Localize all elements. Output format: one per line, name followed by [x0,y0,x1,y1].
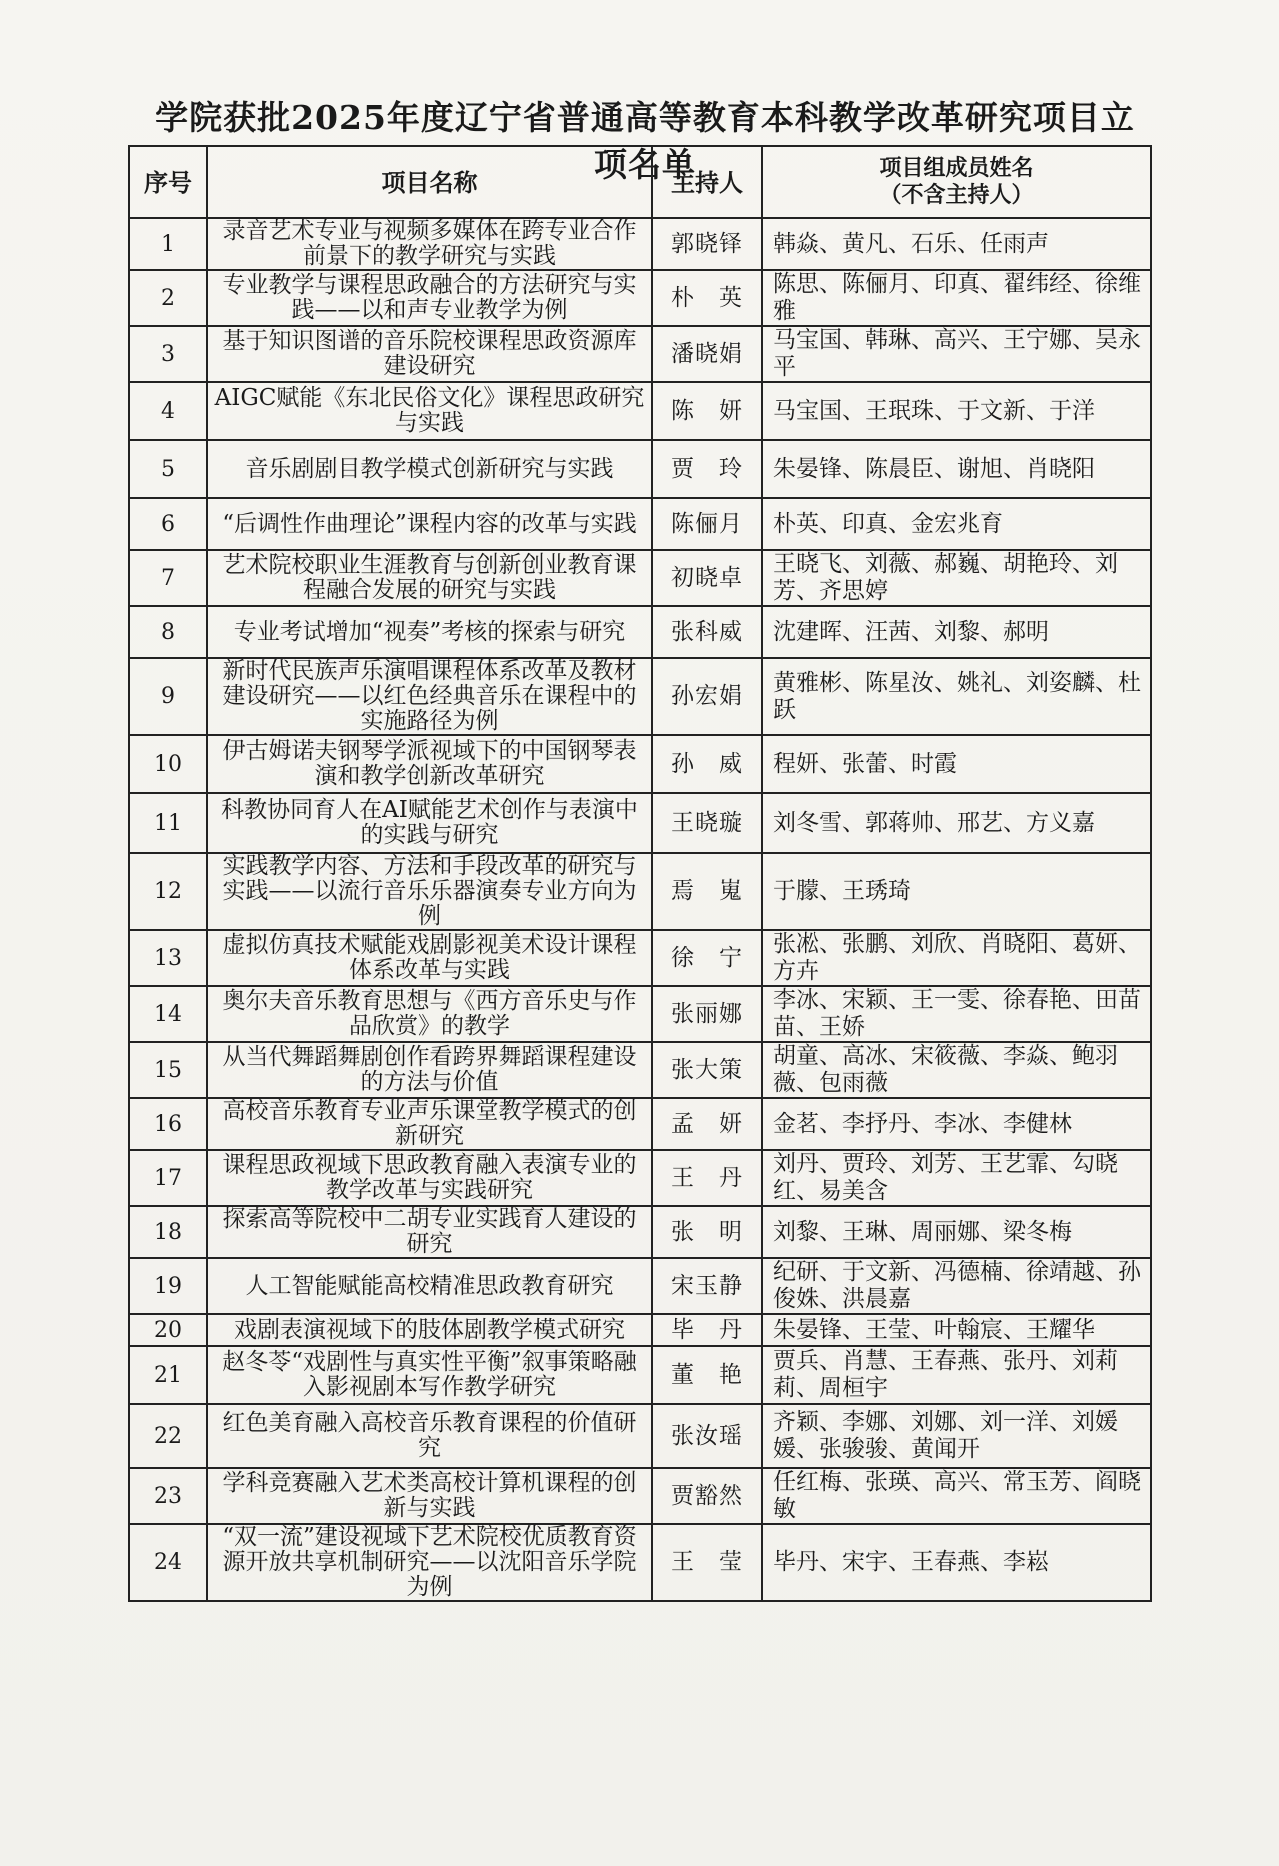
cell-host: 毕 丹 [652,1314,762,1346]
header-members-label: 项目组成员姓名 [879,155,1034,181]
cell-seq: 3 [129,326,207,382]
cell-project-name: “后调性作曲理论”课程内容的改革与实践 [207,498,652,550]
header-host: 主持人 [652,146,762,218]
cell-seq: 9 [129,658,207,735]
cell-host: 孟 妍 [652,1098,762,1150]
page-title: 学院获批2025年度辽宁省普通高等教育本科教学改革研究项目立项名单 [155,98,1135,184]
cell-seq: 24 [129,1524,207,1601]
cell-project-name: 录音艺术专业与视频多媒体在跨专业合作前景下的教学研究与实践 [207,218,652,270]
table-row [129,218,1151,270]
header-members [762,146,1151,218]
table-row [129,1314,1151,1346]
cell-members: 刘冬雪、郭蒋帅、邢艺、方义嘉 [762,793,1151,853]
cell-members: 朱晏锋、王莹、叶翰宸、王耀华 [762,1314,1151,1346]
cell-host: 董 艳 [652,1346,762,1404]
cell-project-name: 戏剧表演视域下的肢体剧教学模式研究 [207,1314,652,1346]
cell-seq: 11 [129,793,207,853]
cell-members: 金茗、李抒丹、李冰、李健林 [762,1098,1151,1150]
cell-members: 张凇、张鹏、刘欣、肖晓阳、葛妍、方卉 [762,930,1151,986]
cell-seq: 10 [129,735,207,793]
table-row [129,270,1151,326]
table-row [129,1042,1151,1098]
table-row [129,498,1151,550]
table-row [129,1258,1151,1314]
header-members-note: （不含主持人） [879,182,1034,208]
cell-project-name: 专业教学与课程思政融合的方法研究与实践——以和声专业教学为例 [207,270,652,326]
cell-project-name: 新时代民族声乐演唱课程体系改革及教材建设研究——以红色经典音乐在课程中的实施路径为例 [207,658,652,735]
cell-project-name: 专业考试增加“视奏”考核的探索与研究 [207,606,652,658]
cell-members: 沈建晖、汪茜、刘黎、郝明 [762,606,1151,658]
cell-host: 朴 英 [652,270,762,326]
cell-host: 贾豁然 [652,1468,762,1524]
cell-project-name: 高校音乐教育专业声乐课堂教学模式的创新研究 [207,1098,652,1150]
cell-project-name: 从当代舞蹈舞剧创作看跨界舞蹈课程建设的方法与价值 [207,1042,652,1098]
cell-project-name: 奥尔夫音乐教育思想与《西方音乐史与作品欣赏》的教学 [207,986,652,1042]
cell-project-name: 红色美育融入高校音乐教育课程的价值研究 [207,1404,652,1468]
cell-host: 王 莹 [652,1524,762,1601]
table-row [129,550,1151,606]
cell-host: 张汝瑶 [652,1404,762,1468]
cell-host: 初晓卓 [652,550,762,606]
cell-host: 张 明 [652,1206,762,1258]
cell-host: 孙 威 [652,735,762,793]
cell-members: 贾兵、肖慧、王春燕、张丹、刘莉莉、周桓宇 [762,1346,1151,1404]
cell-project-name: 艺术院校职业生涯教育与创新创业教育课程融合发展的研究与实践 [207,550,652,606]
cell-members: 朱晏锋、陈晨臣、谢旭、肖晓阳 [762,440,1151,498]
table-row [129,853,1151,930]
cell-seq: 23 [129,1468,207,1524]
cell-project-name: “双一流”建设视域下艺术院校优质教育资源开放共享机制研究——以沈阳音乐学院为例 [207,1524,652,1601]
cell-seq: 2 [129,270,207,326]
cell-host: 陈俪月 [652,498,762,550]
table-row [129,1346,1151,1404]
cell-project-name: 学科竞赛融入艺术类高校计算机课程的创新与实践 [207,1468,652,1524]
cell-members: 程妍、张蕾、时霞 [762,735,1151,793]
cell-seq: 21 [129,1346,207,1404]
cell-project-name: 赵冬苓“戏剧性与真实性平衡”叙事策略融入影视剧本写作教学研究 [207,1346,652,1404]
cell-members: 黄雅彬、陈星汝、姚礼、刘姿麟、杜跃 [762,658,1151,735]
cell-project-name: 基于知识图谱的音乐院校课程思政资源库建设研究 [207,326,652,382]
cell-host: 王 丹 [652,1150,762,1206]
cell-members: 毕丹、宋宇、王春燕、李崧 [762,1524,1151,1601]
cell-host: 张丽娜 [652,986,762,1042]
cell-seq: 19 [129,1258,207,1314]
cell-members: 马宝国、韩琳、高兴、王宁娜、吴永平 [762,326,1151,382]
cell-members: 刘黎、王琳、周丽娜、梁冬梅 [762,1206,1151,1258]
table-row [129,735,1151,793]
table-row [129,986,1151,1042]
table-row [129,658,1151,735]
cell-project-name: 虚拟仿真技术赋能戏剧影视美术设计课程体系改革与实践 [207,930,652,986]
cell-project-name: 探索高等院校中二胡专业实践育人建设的研究 [207,1206,652,1258]
cell-seq: 6 [129,498,207,550]
cell-seq: 12 [129,853,207,930]
cell-host: 潘晓娟 [652,326,762,382]
cell-members: 胡童、高冰、宋筱薇、李焱、鲍羽薇、包雨薇 [762,1042,1151,1098]
cell-members: 马宝国、王珉珠、于文新、于洋 [762,382,1151,440]
cell-host: 贾 玲 [652,440,762,498]
cell-seq: 20 [129,1314,207,1346]
cell-seq: 4 [129,382,207,440]
cell-seq: 13 [129,930,207,986]
cell-host: 陈 妍 [652,382,762,440]
cell-members: 刘丹、贾玲、刘芳、王艺霏、勾晓红、易美含 [762,1150,1151,1206]
cell-members: 任红梅、张瑛、高兴、常玉芳、阎晓敏 [762,1468,1151,1524]
cell-project-name: AIGC赋能《东北民俗文化》课程思政研究与实践 [207,382,652,440]
cell-project-name: 实践教学内容、方法和手段改革的研究与实践——以流行音乐乐器演奏专业方向为例 [207,853,652,930]
table-row [129,440,1151,498]
cell-seq: 17 [129,1150,207,1206]
cell-host: 孙宏娟 [652,658,762,735]
table-header-row [129,146,1151,218]
cell-host: 张科威 [652,606,762,658]
table-row [129,326,1151,382]
cell-seq: 15 [129,1042,207,1098]
header-seq: 序号 [129,146,207,218]
header-name: 项目名称 [207,146,652,218]
cell-host: 徐 宁 [652,930,762,986]
cell-seq: 8 [129,606,207,658]
cell-host: 宋玉静 [652,1258,762,1314]
cell-project-name: 科教协同育人在AI赋能艺术创作与表演中的实践与研究 [207,793,652,853]
cell-project-name: 课程思政视域下思政教育融入表演专业的教学改革与实践研究 [207,1150,652,1206]
cell-host: 郭晓铎 [652,218,762,270]
cell-project-name: 人工智能赋能高校精准思政教育研究 [207,1258,652,1314]
table-row [129,1150,1151,1206]
project-table [128,145,1152,1602]
cell-host: 王晓璇 [652,793,762,853]
table-row [129,1468,1151,1524]
table-row [129,930,1151,986]
table-row [129,1404,1151,1468]
cell-members: 李冰、宋颖、王一雯、徐春艳、田苗苗、王娇 [762,986,1151,1042]
cell-project-name: 音乐剧剧目教学模式创新研究与实践 [207,440,652,498]
cell-seq: 5 [129,440,207,498]
table-row [129,606,1151,658]
table-row [129,793,1151,853]
cell-project-name: 伊古姆诺夫钢琴学派视域下的中国钢琴表演和教学创新改革研究 [207,735,652,793]
cell-seq: 18 [129,1206,207,1258]
cell-members: 纪研、于文新、冯德楠、徐靖越、孙俊姝、洪晨嘉 [762,1258,1151,1314]
table-row [129,1524,1151,1601]
cell-members: 陈思、陈俪月、印真、翟纬经、徐维雅 [762,270,1151,326]
cell-members: 朴英、印真、金宏兆育 [762,498,1151,550]
cell-members: 王晓飞、刘薇、郝巍、胡艳玲、刘芳、齐思婷 [762,550,1151,606]
cell-members: 齐颖、李娜、刘娜、刘一洋、刘媛媛、张骏骏、黄闻开 [762,1404,1151,1468]
cell-seq: 22 [129,1404,207,1468]
cell-seq: 7 [129,550,207,606]
cell-seq: 1 [129,218,207,270]
table-row [129,1098,1151,1150]
cell-seq: 16 [129,1098,207,1150]
cell-members: 于朦、王琇琦 [762,853,1151,930]
cell-seq: 14 [129,986,207,1042]
table-row [129,382,1151,440]
cell-members: 韩焱、黄凡、石乐、任雨声 [762,218,1151,270]
cell-host: 张大策 [652,1042,762,1098]
table-row [129,1206,1151,1258]
cell-host: 焉 嵬 [652,853,762,930]
